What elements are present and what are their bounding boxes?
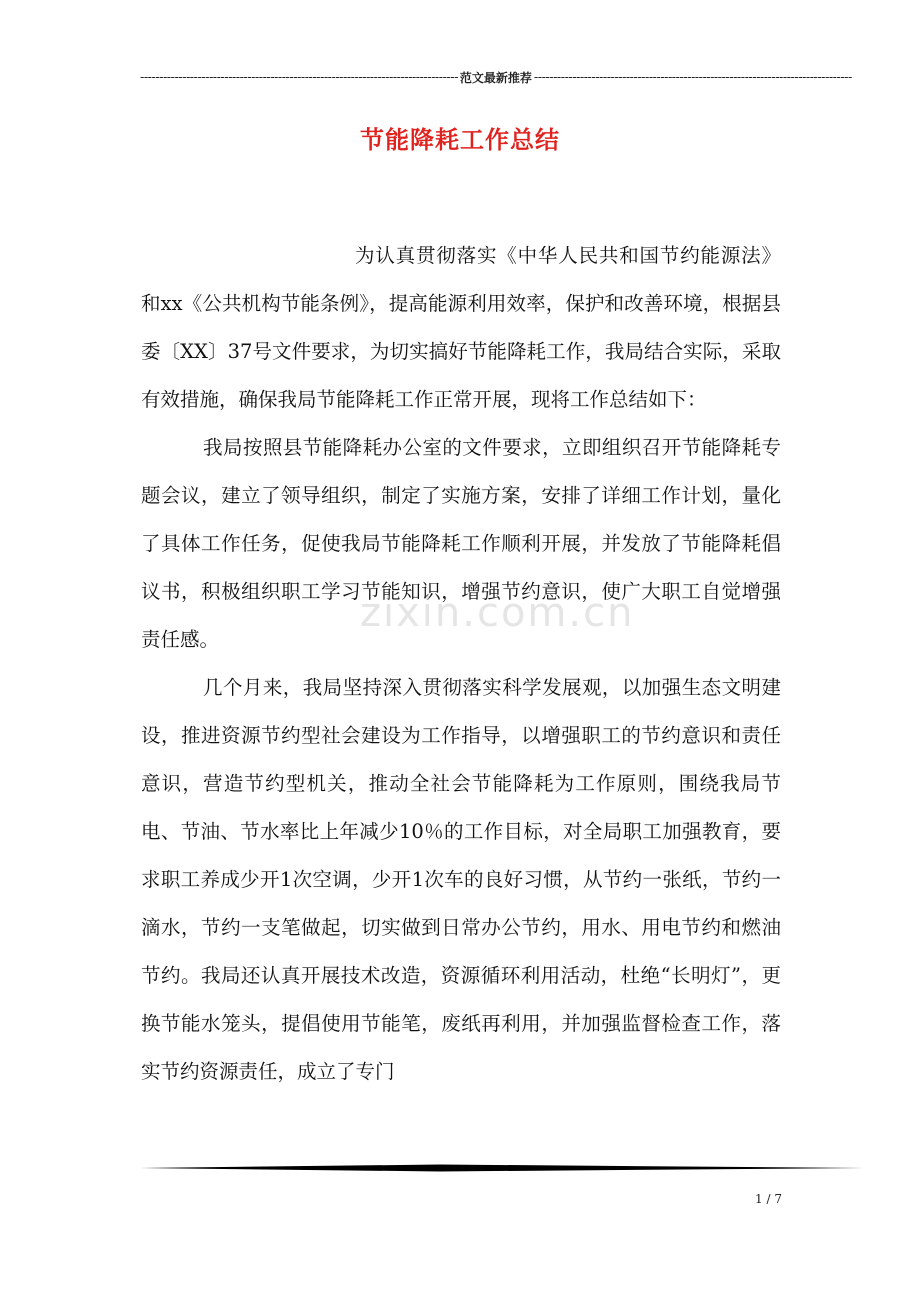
paragraph-2: 我局按照县节能降耗办公室的文件要求，立即组织召开节能降耗专题会议，建立了领导组织，制定了实施方案，安排了详细工作计划，量化了具体工作任务，促使我局节能降耗工作顺利开展，并发放了节能降耗倡议书，积极组织职工学习节能知识，增强节约意识，使广大职工自觉增强责任感。 [141,436,781,651]
page-header [140,66,852,88]
page-number: 1 / 7 [755,1192,782,1206]
header-dashes-left: ----------------------------------------------------------------------------------- [140,70,458,84]
watermark: zixin.com.cn [360,590,635,636]
document-title: 节能降耗工作总结 [360,125,560,154]
footer-rule [140,1164,864,1172]
header-dashes-right: ----------------------------------------------------------------------------------- [533,70,852,84]
header-label: 范文最新推荐 [459,70,532,85]
paragraph-3: 几个月来，我局坚持深入贯彻落实科学发展观，以加强生态文明建设，推进资源节约型社会建设为工作指导，以增强职工的节约意识和责任意识，营造节约型机关，推动全社会节能降耗为工作原则，围绕我局节电、节油、节水率比上年减少10％的工作目标，对全局职工加强教育，要求职工养成少开1次空调，少开1次车的良好习惯，从节约一张纸，节约一滴水，节约一支笔做起，切实做到日常办公节约，用水、用电节约和燃油节约。我局还认真开展技术改造，资源循环利用活动，杜绝“长明灯”，更换节能水笼头，提倡使用节能笔，废纸再利用，并加强监督检查工作，落实节约资源责任，成立了专门 [141,676,781,1083]
paragraph-1: 为认真贯彻落实《中华人民共和国节约能源法》和xx《公共机构节能条例》，提高能源利用效率，保护和改善环境，根据县委〔XX〕37号文件要求，为切实搞好节能降耗工作，我局结合实际，采取有效措施，确保我局节能降耗工作正常开展，现将工作总结如下： [141,244,781,411]
document-body [141,232,781,1096]
